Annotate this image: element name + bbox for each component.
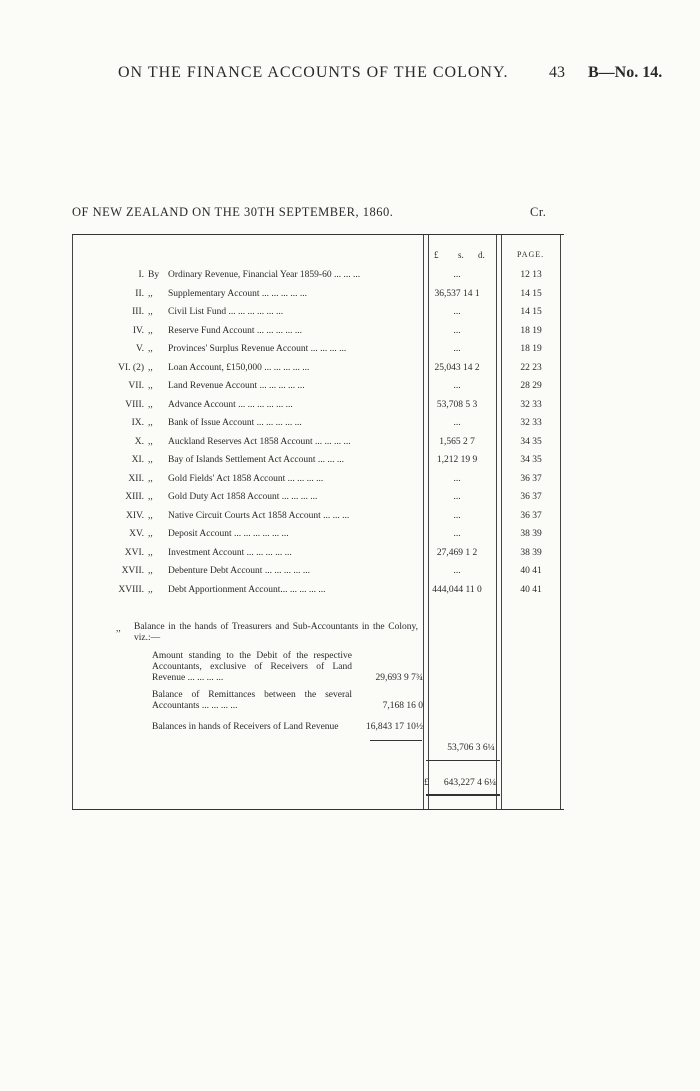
row-numeral: XI. — [131, 455, 144, 465]
row-pages: 14 15 — [520, 288, 542, 299]
row-prefix: ,, — [148, 288, 153, 299]
row-numeral: XV. — [129, 529, 144, 539]
row-label: Advance Account ... ... ... ... ... ... — [168, 399, 293, 410]
row-label: Bank of Issue Account ... ... ... ... ... — [168, 418, 302, 428]
row-numeral: XIV. — [125, 510, 144, 521]
shilling-column-header: s. — [458, 250, 464, 260]
row-pages: 12 13 — [520, 270, 542, 280]
row-label: Gold Fields' Act 1858 Account ... ... ... ... — [168, 473, 324, 484]
row-pages: 22 23 — [520, 362, 542, 373]
row-label: Debenture Debt Account ... ... ... ... ... — [168, 566, 310, 576]
row-amount: ... — [453, 492, 461, 502]
row-pages: 18 19 — [520, 344, 542, 354]
pound-column-header: £ — [434, 250, 439, 260]
row-label: Deposit Account ... ... ... ... ... ... — [168, 529, 289, 539]
row-amount: ... — [453, 510, 461, 521]
row-amount: ... — [453, 270, 461, 280]
balance-intro: Balance in the hands of Treasurers and Sub-Accountants in the Colony, viz.:— — [134, 622, 418, 643]
row-pages: 38 39 — [520, 529, 542, 539]
table-subheader — [0, 205, 700, 223]
table-row — [72, 322, 564, 341]
balance-item-amount: 7,168 16 0 — [382, 701, 423, 711]
account-heading: OF NEW ZEALAND ON THE 30TH SEPTEMBER, 1860. — [72, 205, 394, 219]
page-number: 43 — [549, 64, 565, 81]
subtotal-rule — [370, 740, 422, 741]
table-row — [72, 451, 564, 470]
row-pages: 34 35 — [520, 455, 542, 465]
row-pages: 36 37 — [520, 492, 542, 502]
row-numeral: IV. — [132, 325, 144, 336]
row-pages: 38 39 — [520, 547, 542, 558]
row-amount: ... — [453, 325, 461, 336]
row-prefix: ,, — [148, 307, 153, 317]
row-label: Loan Account, £150,000 ... ... ... ... ... — [168, 362, 310, 373]
row-pages: 40 41 — [520, 566, 542, 576]
ledger-rows — [72, 266, 564, 599]
balance-prefix: ,, — [116, 624, 121, 634]
row-amount: ... — [453, 307, 461, 317]
table-row — [72, 581, 564, 600]
table-row — [72, 359, 564, 378]
row-prefix: ,, — [148, 418, 153, 428]
row-label: Auckland Reserves Act 1858 Account ... ... ... ... — [168, 436, 351, 447]
row-label: Supplementary Account ... ... ... ... ... — [168, 288, 308, 299]
table-row — [72, 488, 564, 507]
row-prefix: ,, — [148, 566, 153, 576]
balance-item-label: Balance of Remittances between the several Accountants ... ... ... ... — [152, 690, 352, 711]
row-label: Reserve Fund Account ... ... ... ... ... — [168, 325, 303, 336]
credit-label: Cr. — [530, 205, 547, 219]
row-prefix: ,, — [148, 510, 153, 521]
row-numeral: VI. (2) — [118, 362, 144, 373]
row-numeral: XVI. — [124, 547, 144, 558]
row-label: Civil List Fund ... ... ... ... ... ... — [168, 307, 284, 317]
table-row — [72, 396, 564, 415]
balance-subtotal: 53,706 3 6¼ — [447, 743, 495, 753]
row-label: Bay of Islands Settlement Act Account ... ... ... — [168, 455, 344, 465]
row-numeral: I. — [138, 270, 144, 280]
row-numeral: III. — [132, 307, 144, 317]
row-prefix: ,, — [148, 436, 153, 447]
row-numeral: XVIII. — [118, 584, 144, 595]
row-amount: ... — [453, 473, 461, 484]
table-row — [72, 544, 564, 563]
table-row — [72, 507, 564, 526]
table-row — [72, 377, 564, 396]
total-currency: £ — [424, 778, 429, 788]
row-numeral: II. — [135, 288, 144, 299]
row-prefix: ,, — [148, 547, 153, 558]
row-prefix: ,, — [148, 381, 153, 391]
row-pages: 14 15 — [520, 307, 542, 317]
row-label: Native Circuit Courts Act 1858 Account ... ... ... — [168, 510, 350, 521]
grand-total: 643,227 4 6¼ — [443, 778, 497, 788]
row-amount: 27,469 1 2 — [436, 547, 478, 558]
row-prefix: ,, — [148, 325, 153, 336]
row-prefix: ,, — [148, 584, 153, 595]
row-prefix: ,, — [148, 455, 153, 465]
row-pages: 18 19 — [520, 325, 542, 336]
row-amount: ... — [453, 418, 461, 428]
table-row — [72, 414, 564, 433]
pence-column-header: d. — [478, 250, 485, 260]
row-amount: ... — [453, 381, 461, 391]
table-row — [72, 562, 564, 581]
row-pages: 32 33 — [520, 399, 542, 410]
total-rule-top — [426, 760, 500, 761]
row-numeral: X. — [134, 436, 144, 447]
row-pages: 34 35 — [520, 436, 542, 447]
document-reference: B—No. 14. — [588, 64, 663, 81]
row-amount: 444,044 11 0 — [432, 584, 482, 595]
balance-item-label: Amount standing to the Debit of the respective Accountants, exclusive of Receivers of Land Revenue ... ... ... ... — [152, 651, 352, 683]
row-prefix: ,, — [148, 362, 153, 373]
row-prefix: ,, — [148, 399, 153, 410]
row-prefix: ,, — [148, 492, 153, 502]
row-numeral: XII. — [128, 473, 144, 484]
balance-item-amount: 16,843 17 10½ — [366, 722, 423, 732]
row-label: Ordinary Revenue, Financial Year 1859-60 ... ... ... — [168, 270, 361, 280]
row-amount: 1,565 2 7 — [439, 436, 475, 447]
page-title: ON THE FINANCE ACCOUNTS OF THE COLONY. — [118, 64, 509, 81]
row-amount: ... — [453, 529, 461, 539]
row-numeral: XVII. — [121, 566, 144, 576]
row-numeral: VII. — [128, 381, 144, 391]
row-pages: 32 33 — [520, 418, 542, 428]
row-amount: ... — [453, 566, 461, 576]
row-amount: 25,043 14 2 — [434, 362, 480, 373]
row-label: Gold Duty Act 1858 Account ... ... ... ... — [168, 492, 318, 502]
table-row — [72, 525, 564, 544]
table-row — [72, 433, 564, 452]
row-pages: 40 41 — [520, 584, 542, 595]
row-pages: 36 37 — [520, 510, 542, 521]
table-row — [72, 470, 564, 489]
row-prefix: By — [148, 270, 160, 280]
row-amount: ... — [453, 344, 461, 354]
row-label: Provinces' Surplus Revenue Account ... ... ... ... — [168, 344, 347, 354]
balance-item-amount: 29,693 9 7¾ — [375, 673, 423, 683]
row-label: Investment Account ... ... ... ... ... — [168, 547, 292, 558]
table-row — [72, 266, 564, 285]
row-label: Land Revenue Account ... ... ... ... ... — [168, 381, 305, 391]
total-rule-bottom — [426, 794, 500, 796]
row-numeral: VIII. — [125, 399, 144, 410]
row-amount: 1,212 19 9 — [436, 455, 478, 465]
row-numeral: IX. — [131, 418, 144, 428]
page-header — [0, 64, 700, 88]
row-amount: 36,537 14 1 — [434, 288, 480, 299]
balance-item-label: Balances in hands of Receivers of Land Revenue — [152, 722, 339, 732]
row-amount: 53,708 5 3 — [436, 399, 478, 410]
row-prefix: ,, — [148, 344, 153, 354]
table-row — [72, 340, 564, 359]
page-column-header: PAGE. — [517, 250, 545, 259]
table-row — [72, 285, 564, 304]
row-pages: 36 37 — [520, 473, 542, 484]
row-numeral: XIII. — [125, 492, 144, 502]
row-prefix: ,, — [148, 473, 153, 484]
row-label: Debt Apportionment Account... ... ... ... ... — [168, 584, 326, 595]
row-pages: 28 29 — [520, 381, 542, 391]
table-row — [72, 303, 564, 322]
row-numeral: V. — [135, 344, 144, 354]
row-prefix: ,, — [148, 529, 153, 539]
